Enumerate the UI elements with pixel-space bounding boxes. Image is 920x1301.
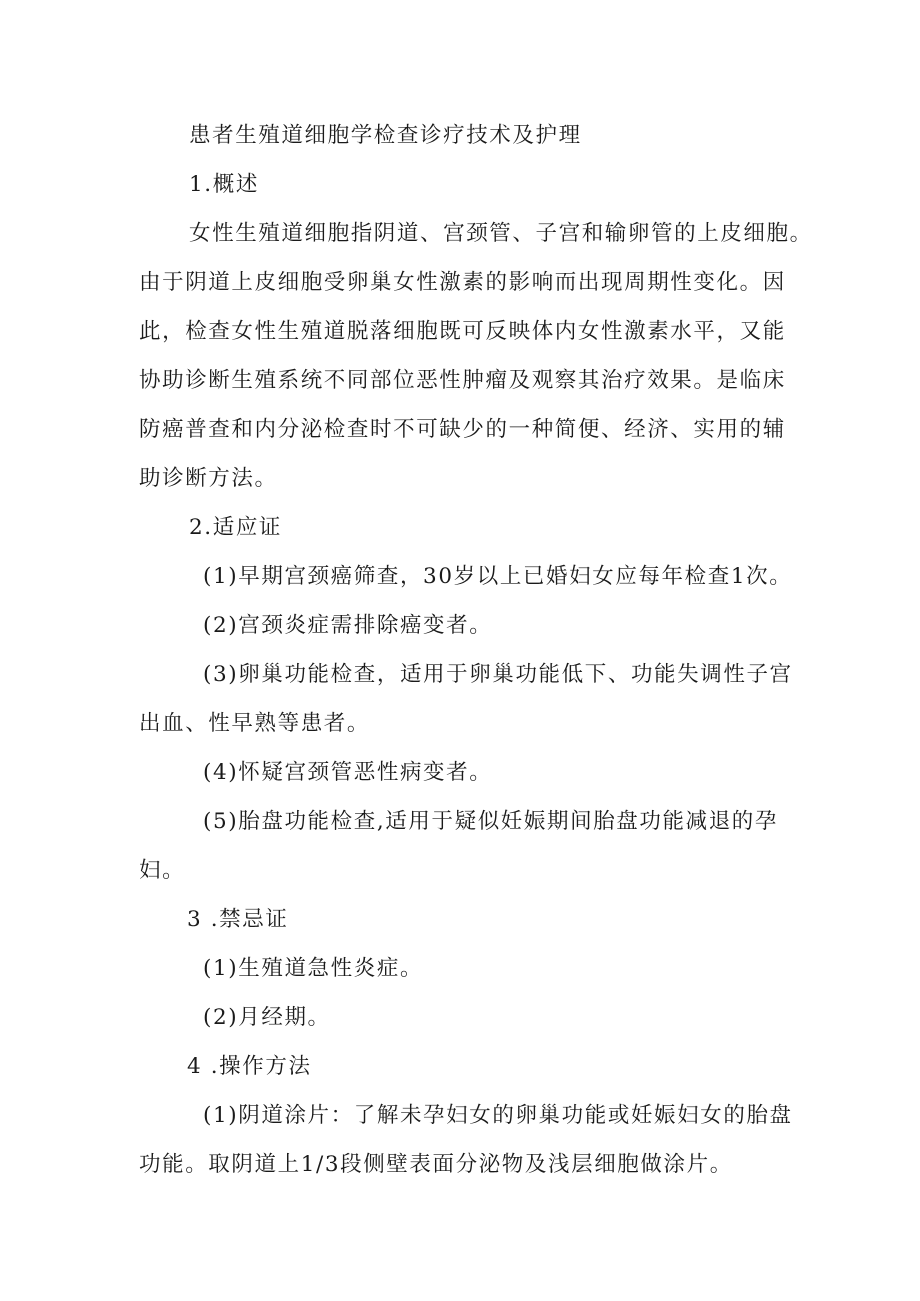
list-item-continuation: 出血、性早熟等患者。	[139, 711, 371, 736]
list-item-continuation: 功能。取阴道上1/3段侧壁表面分泌物及浅层细胞做涂片。	[139, 1152, 733, 1177]
list-item-continuation: 妇。	[139, 858, 186, 883]
section-heading-procedure: 4 .操作方法	[187, 1054, 312, 1079]
list-item: (5)胎盘功能检查,适用于疑似妊娠期间胎盘功能减退的孕	[203, 809, 778, 834]
section-heading-overview: 1.概述	[189, 172, 259, 197]
paragraph-line: 由于阴道上皮细胞受卵巢女性激素的影响而出现周期性变化。因	[139, 270, 786, 295]
section-heading-indications: 2.适应证	[189, 515, 283, 540]
list-item: (1)生殖道急性炎症。	[203, 956, 424, 981]
paragraph-line: 此，检查女性生殖道脱落细胞既可反映体内女性激素水平，又能	[139, 319, 786, 344]
list-item: (3)卵巢功能检查，适用于卵巢功能低下、功能失调性子宫	[203, 662, 793, 687]
list-item: (2)宫颈炎症需排除癌变者。	[203, 613, 493, 638]
section-heading-contraindications: 3 .禁忌证	[187, 907, 289, 932]
list-item: (4)怀疑宫颈管恶性病变者。	[203, 760, 493, 785]
document-body	[139, 112, 813, 1189]
list-item: (1)早期宫颈癌筛查，30岁以上已婚妇女应每年检查1次。	[203, 564, 793, 589]
paragraph-line: 协助诊断生殖系统不同部位恶性肿瘤及观察其治疗效果。是临床	[139, 368, 786, 393]
paragraph-line: 女性生殖道细胞指阴道、宫颈管、子宫和输卵管的上皮细胞。	[189, 221, 813, 246]
paragraph-line: 助诊断方法。	[139, 466, 278, 491]
list-item: (2)月经期。	[203, 1005, 331, 1030]
list-item: (1)阴道涂片：了解未孕妇女的卵巢功能或妊娠妇女的胎盘	[203, 1103, 793, 1128]
document-title: 患者生殖道细胞学检查诊疗技术及护理	[189, 123, 582, 148]
paragraph-line: 防癌普查和内分泌检查时不可缺少的一种简便、经济、实用的辅	[139, 417, 786, 442]
